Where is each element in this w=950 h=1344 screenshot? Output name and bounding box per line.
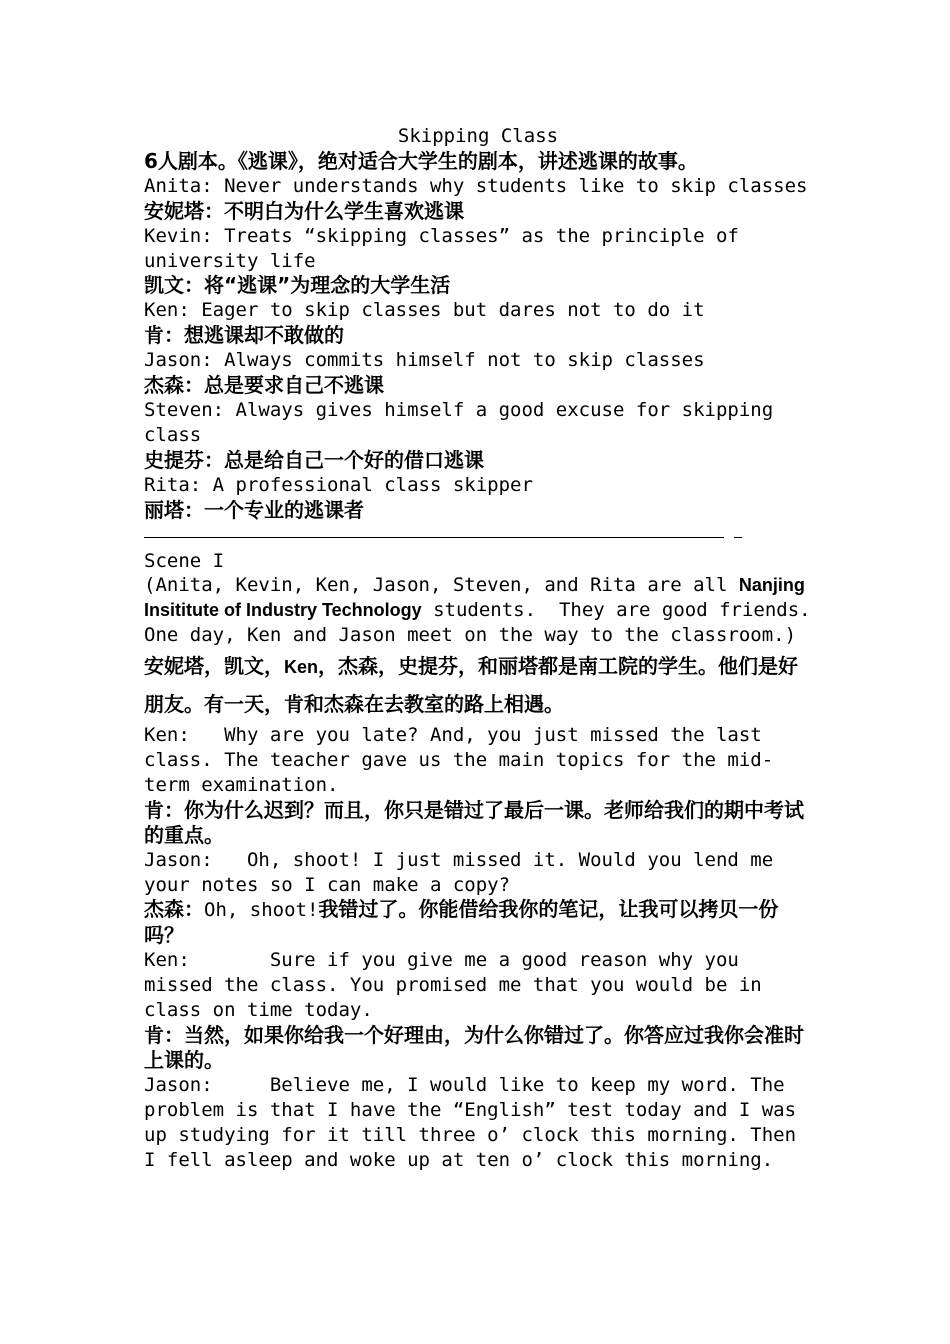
intro-line: 6人剧本。《逃课》，绝对适合大学生的剧本，讲述逃课的故事。 <box>144 148 698 173</box>
character-en: Kevin: Treats “skipping classes” as the principle of university life <box>144 224 751 272</box>
divider-dash <box>734 537 742 538</box>
setup-text: (Anita, Kevin, Ken, Jason, Steven, and Rita are all <box>144 574 739 597</box>
school-name: Nanjing Insititute of Industry Technology <box>144 575 810 621</box>
setup-cn: 安妮塔，凯文， <box>144 654 284 679</box>
setup-cn-ken: Ken <box>284 657 319 678</box>
dialogue-en: Ken: Why are you late? And, you just missed the last class. The teacher gave us the main topics for the mid-term examination. <box>144 724 774 796</box>
scene-heading: Scene I <box>144 549 225 572</box>
character-en: Jason: Always commits himself not to skip classes <box>144 349 705 372</box>
dialogue-en: Jason: Believe me, I would like to keep my word. The problem is that I have the “English” test today and I was up studying for it till three o’ clock this morning. Then I fell asleep and woke up at ten o’ clock this morning. <box>144 1073 808 1171</box>
setup-text: students. They are good friends. One day, Ken and Jason meet on the way to the classroom.) <box>144 599 823 647</box>
dialogue <box>144 723 812 1172</box>
character-en: Ken: Eager to skip classes but dares not to do it <box>144 299 705 322</box>
character-en: Rita: A professional class skipper <box>144 473 533 496</box>
setup-cn: ，杰森，史提芬，和丽塔都是南工院的学生。他们是好朋友。有一天，肯和杰森在去教室的路上相遇。 <box>144 654 799 717</box>
dialogue-cn: 肯：你为什么迟到？而且，你只是错过了最后一课。老师给我们的期中考试的重点。 <box>144 797 804 847</box>
dialogue-en: Jason: Oh, shoot! I just missed it. Would you lend me your notes so I can make a copy? <box>144 848 785 896</box>
section-divider <box>144 525 812 549</box>
document-title: Skipping Class <box>397 125 559 147</box>
speaker-exclaim: Oh, shoot! <box>204 899 319 922</box>
character-list <box>144 174 812 523</box>
character-cn: 丽塔：一个专业的逃课者 <box>144 497 364 522</box>
speaker-cn: 杰森： <box>144 897 204 922</box>
scene-setup <box>144 573 823 723</box>
character-en: Steven: Always gives himself a good excuse for skipping class <box>144 398 785 446</box>
character-cn: 史提芬：总是给自己一个好的借口逃课 <box>144 447 484 472</box>
character-cn: 凯文：将“逃课”为理念的大学生活 <box>144 273 451 298</box>
dialogue-cn-text: 我错过了。你能借给我你的笔记，让我可以拷贝一份吗？ <box>144 897 779 948</box>
divider-line <box>144 537 724 538</box>
dialogue-cn <box>144 897 812 948</box>
character-cn: 肯：想逃课却不敢做的 <box>144 323 344 348</box>
character-en: Anita: Never understands why students like to skip classes <box>144 174 808 197</box>
document-page <box>144 124 823 1172</box>
character-cn: 安妮塔：不明白为什么学生喜欢逃课 <box>144 198 464 223</box>
character-cn: 杰森：总是要求自己不逃课 <box>144 373 384 398</box>
dialogue-cn: 肯：当然，如果你给我一个好理由，为什么你错过了。你答应过我你会准时上课的。 <box>144 1023 804 1072</box>
dialogue-en: Ken: Sure if you give me a good reason why you missed the class. You promised me that you would be in class on time today. <box>144 949 774 1022</box>
